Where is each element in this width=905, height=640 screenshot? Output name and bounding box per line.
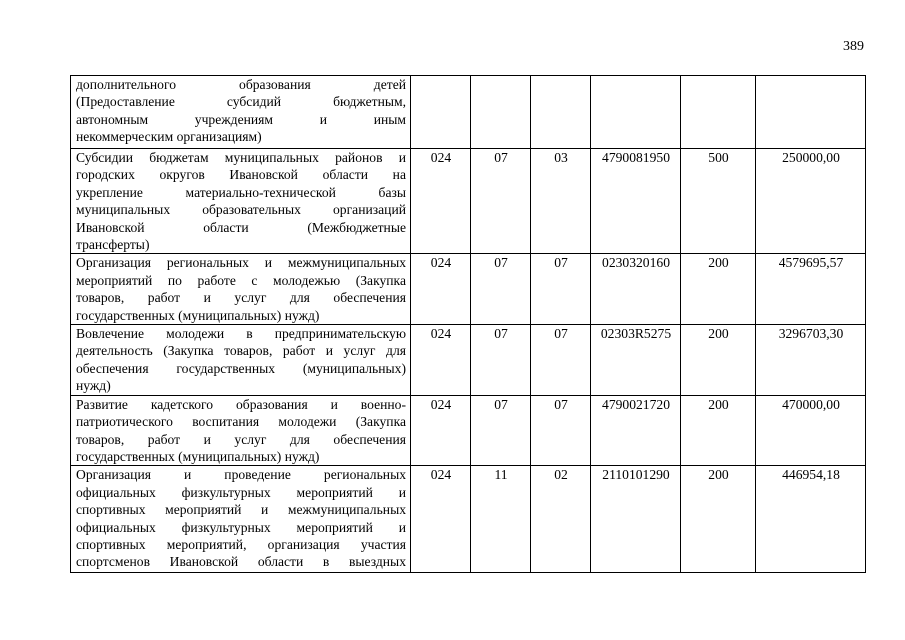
target-article-cell — [591, 76, 681, 149]
description-cell — [71, 76, 411, 149]
description-line: муниципальных образовательных организаций — [76, 202, 406, 218]
grbs-code-cell: 024 — [411, 395, 471, 466]
grbs-code-cell: 024 — [411, 254, 471, 325]
section-code-cell: 07 — [471, 395, 531, 466]
description-line: Организация региональных и межмуниципальных — [76, 255, 406, 271]
subsection-code-cell — [531, 76, 591, 149]
description-line: трансферты) — [76, 237, 150, 253]
description-line: Организация и проведение региональных — [76, 467, 406, 483]
description-line: товаров, работ и услуг для обеспечения — [76, 290, 406, 306]
description-line: городских округов Ивановской области на — [76, 167, 406, 183]
target-article-cell: 02303R5275 — [591, 325, 681, 396]
page-number: 389 — [843, 39, 864, 54]
amount-cell: 250000,00 — [756, 149, 866, 254]
description-line: спортивных мероприятий и межмуниципальных — [76, 502, 406, 518]
description-line: спортсменов Ивановской области в выездных — [76, 554, 406, 570]
description-cell — [71, 149, 411, 254]
table-row — [71, 76, 866, 149]
subsection-code-cell: 07 — [531, 395, 591, 466]
description-line: Развитие кадетского образования и военно- — [76, 396, 406, 412]
description-line: официальных физкультурных мероприятий и — [76, 519, 406, 535]
budget-table — [70, 75, 866, 573]
description-line: государственных (муниципальных) нужд) — [76, 307, 320, 323]
description-line: деятельность (Закупка товаров, работ и услуг для — [76, 343, 406, 359]
table-row — [71, 395, 866, 466]
section-code-cell: 11 — [471, 466, 531, 573]
description-line: государственных (муниципальных) нужд) — [76, 448, 320, 464]
target-article-cell: 4790081950 — [591, 149, 681, 254]
section-code-cell: 07 — [471, 325, 531, 396]
table-row — [71, 466, 866, 573]
description-line: обеспечения государственных (муниципальных) — [76, 360, 406, 376]
expense-type-cell: 200 — [681, 325, 756, 396]
section-code-cell — [471, 76, 531, 149]
amount-cell: 446954,18 — [756, 466, 866, 573]
subsection-code-cell: 02 — [531, 466, 591, 573]
target-article-cell: 4790021720 — [591, 395, 681, 466]
grbs-code-cell — [411, 76, 471, 149]
amount-cell: 470000,00 — [756, 395, 866, 466]
grbs-code-cell: 024 — [411, 325, 471, 396]
expense-type-cell: 200 — [681, 254, 756, 325]
description-cell — [71, 395, 411, 466]
description-cell — [71, 254, 411, 325]
subsection-code-cell: 07 — [531, 325, 591, 396]
description-line: Ивановской области (Межбюджетные — [76, 219, 406, 235]
amount-cell: 3296703,30 — [756, 325, 866, 396]
description-line: товаров, работ и услуг для обеспечения — [76, 431, 406, 447]
table-row — [71, 325, 866, 396]
description-line: спортивных мероприятий, организация участия — [76, 536, 406, 552]
amount-cell — [756, 76, 866, 149]
description-line: Субсидии бюджетам муниципальных районов и — [76, 150, 406, 165]
grbs-code-cell: 024 — [411, 466, 471, 573]
description-line: мероприятий по работе с молодежью (Закупка — [76, 272, 406, 288]
description-line: некоммерческим организациям) — [76, 129, 262, 145]
expense-type-cell: 200 — [681, 466, 756, 573]
description-cell — [71, 325, 411, 396]
description-line: официальных физкультурных мероприятий и — [76, 484, 406, 500]
expense-type-cell — [681, 76, 756, 149]
table-row — [71, 254, 866, 325]
description-line: укрепление материально-технической базы — [76, 184, 406, 200]
subsection-code-cell: 07 — [531, 254, 591, 325]
description-line: (Предоставление субсидий бюджетным, — [76, 94, 406, 110]
description-line: патриотического воспитания молодежи (Закупка — [76, 414, 406, 430]
expense-type-cell: 200 — [681, 395, 756, 466]
section-code-cell: 07 — [471, 254, 531, 325]
section-code-cell: 07 — [471, 149, 531, 254]
table-row — [71, 149, 866, 254]
amount-cell: 4579695,57 — [756, 254, 866, 325]
subsection-code-cell: 03 — [531, 149, 591, 254]
expense-type-cell: 500 — [681, 149, 756, 254]
description-line: нужд) — [76, 378, 111, 394]
description-line: дополнительного образования детей — [76, 77, 406, 92]
description-line: Вовлечение молодежи в предпринимательскую — [76, 326, 406, 342]
description-cell — [71, 466, 411, 573]
grbs-code-cell: 024 — [411, 149, 471, 254]
description-line: автономным учреждениям и иным — [76, 111, 406, 127]
target-article-cell: 0230320160 — [591, 254, 681, 325]
target-article-cell: 2110101290 — [591, 466, 681, 573]
